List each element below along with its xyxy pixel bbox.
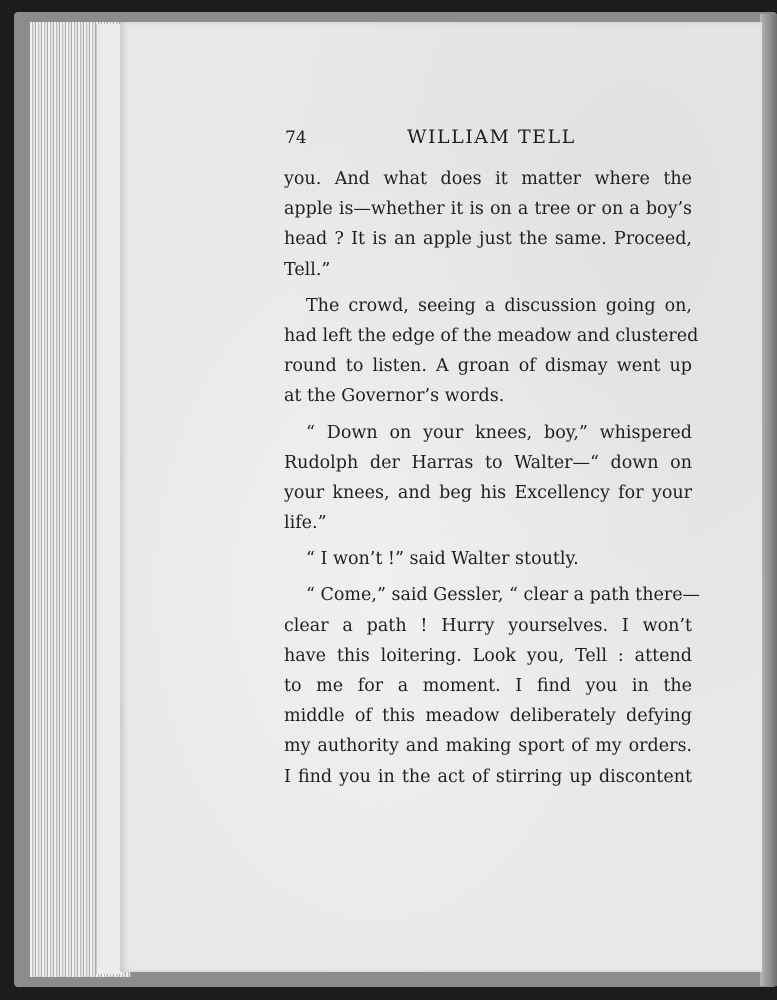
text-line: clear a path ! Hurry yourselves. I won’t <box>284 615 692 636</box>
text-line: Rudolph der Harras to Walter—“ down on <box>284 452 692 473</box>
text-line: my authority and making sport of my orders. <box>284 736 692 757</box>
text-line: The crowd, seeing a discussion going on, <box>306 295 692 316</box>
text-line: “ Down on your knees, boy,” whispered <box>306 422 692 443</box>
text-line: your knees, and beg his Excellency for your <box>284 482 692 503</box>
text-line: you. And what does it matter where the <box>284 169 692 189</box>
text-line: had left the edge of the meadow and clustered <box>284 325 699 346</box>
text-line: at the Governor’s words. <box>284 386 505 407</box>
text-line: Tell.” <box>284 259 331 280</box>
text-line: have this loitering. Look you, Tell : attend <box>284 645 692 666</box>
text-line: apple is—whether it is on a tree or on a boy’s <box>284 199 692 220</box>
text-line: life.” <box>284 513 327 534</box>
body-text <box>284 164 701 792</box>
text-line: round to listen. A groan of dismay went up <box>284 356 692 377</box>
cover-right-edge <box>760 14 777 986</box>
text-line: to me for a moment. I find you in the <box>284 676 692 696</box>
running-title: WILLIAM TELL <box>407 126 576 148</box>
text-line: head ? It is an apple just the same. Proceed, <box>284 229 692 250</box>
page-number: 74 <box>285 128 307 148</box>
text-line: “ Come,” said Gessler, “ clear a path there— <box>306 585 701 606</box>
page-header <box>285 124 691 152</box>
text-line: “ I won’t !” said Walter stoutly. <box>306 549 579 570</box>
text-line: middle of this meadow deliberately defying <box>284 706 692 727</box>
text-line: I find you in the act of stirring up discontent <box>284 766 692 787</box>
